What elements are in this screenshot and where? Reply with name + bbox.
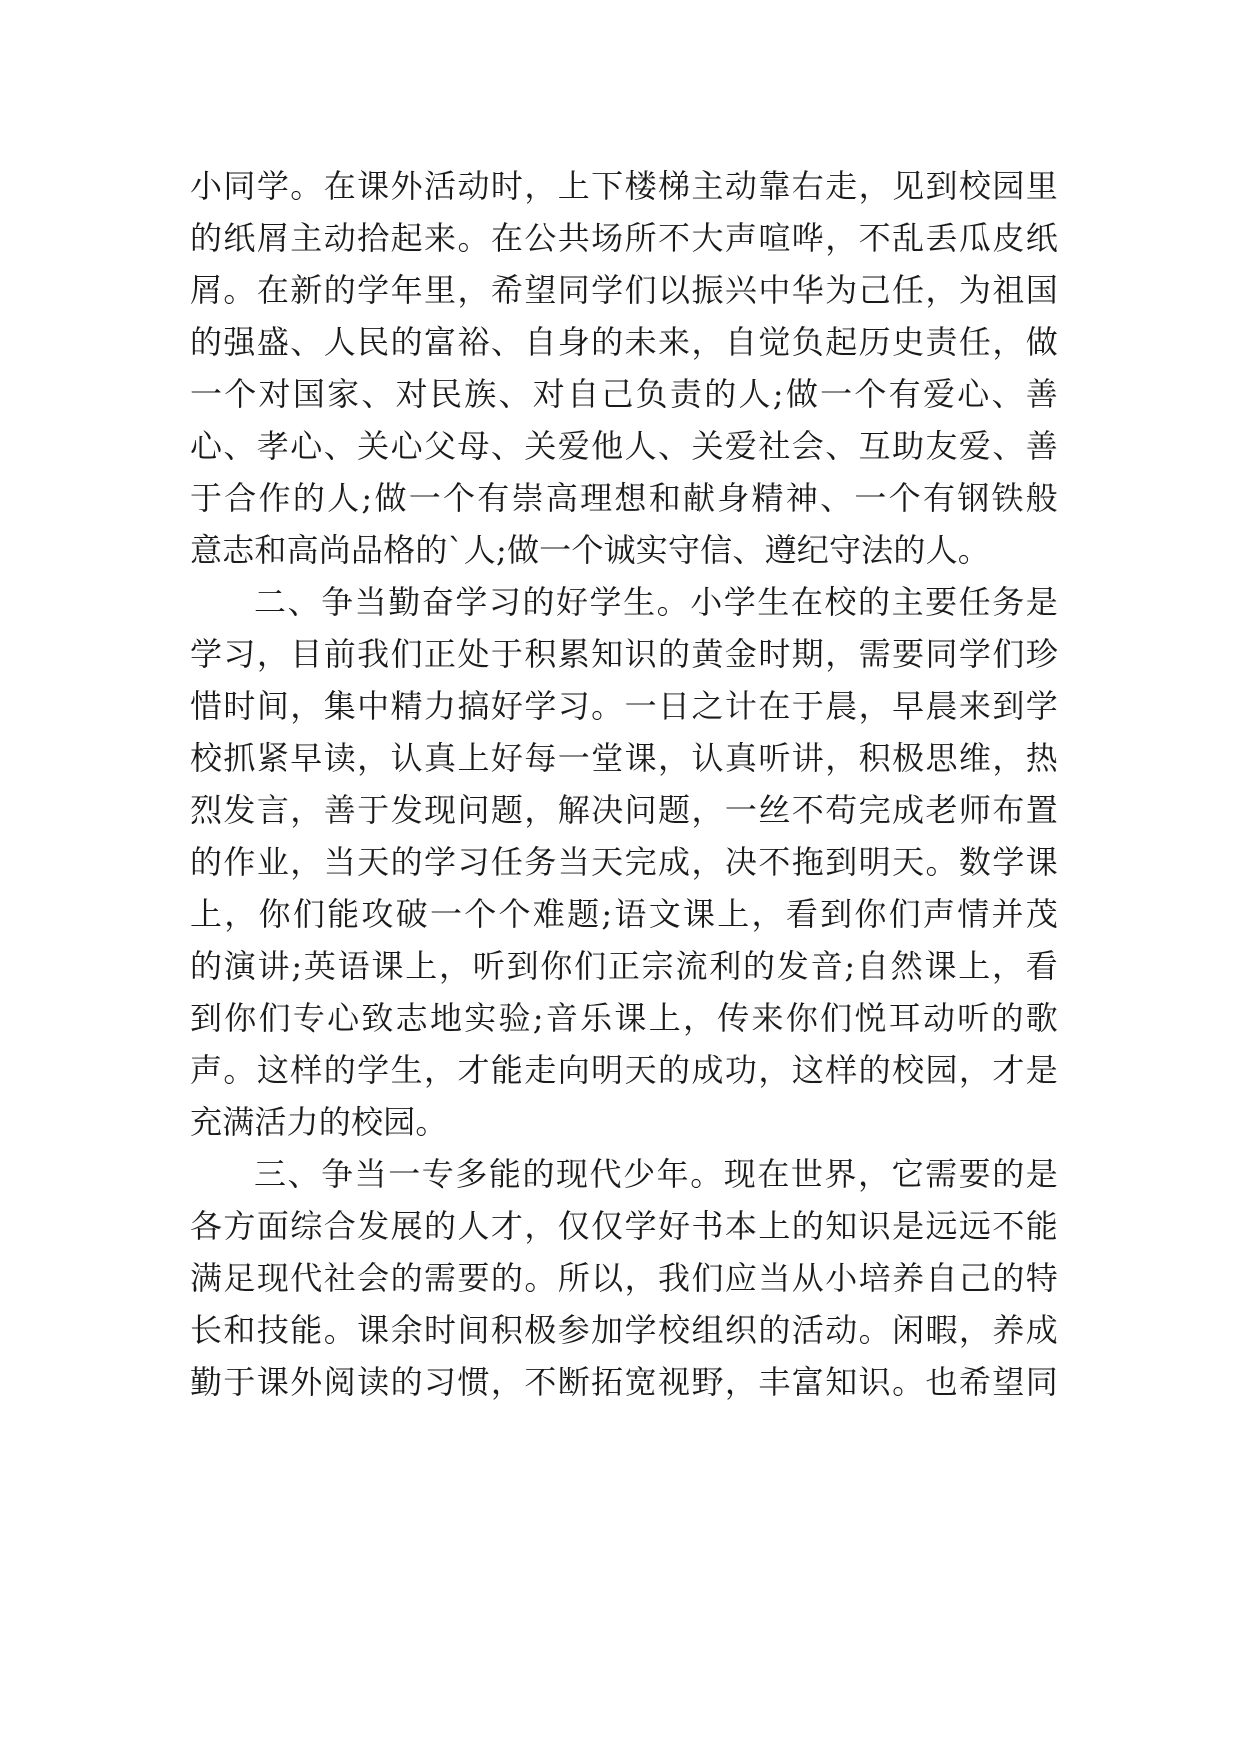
text-line: 惜时间，集中精力搞好学习。一日之计在于晨，早晨来到学 (190, 687, 1058, 725)
text-line: 充满活力的校园。 (190, 1103, 448, 1141)
text-line: 屑。在新的学年里，希望同学们以振兴中华为己任，为祖国 (190, 271, 1058, 309)
text-line: 于合作的人;做一个有崇高理想和献身精神、一个有钢铁般 (190, 479, 1058, 517)
text-line: 各方面综合发展的人才，仅仅学好书本上的知识是远远不能 (190, 1207, 1058, 1245)
paragraph-3 (190, 1148, 1058, 1408)
text-line: 上，你们能攻破一个个难题;语文课上，看到你们声情并茂 (190, 895, 1058, 933)
text-line: 的作业，当天的学习任务当天完成，决不拖到明天。数学课 (190, 843, 1058, 881)
text-line: 意志和高尚品格的`人;做一个诚实守信、遵纪守法的人。 (190, 531, 990, 569)
paragraph-1 (190, 160, 1058, 576)
text-line: 勤于课外阅读的习惯，不断拓宽视野，丰富知识。也希望同 (190, 1363, 1058, 1401)
paragraph-2 (190, 576, 1058, 1148)
text-line: 校抓紧早读，认真上好每一堂课，认真听讲，积极思维，热 (190, 739, 1058, 777)
text-line: 三、争当一专多能的现代少年。现在世界，它需要的是 (254, 1155, 1058, 1193)
text-line: 到你们专心致志地实验;音乐课上，传来你们悦耳动听的歌 (190, 999, 1058, 1037)
text-line: 满足现代社会的需要的。所以，我们应当从小培养自己的特 (190, 1259, 1058, 1297)
text-line: 声。这样的学生，才能走向明天的成功，这样的校园，才是 (190, 1051, 1058, 1089)
text-line: 心、孝心、关心父母、关爱他人、关爱社会、互助友爱、善 (190, 427, 1058, 465)
text-line: 的纸屑主动拾起来。在公共场所不大声喧哗，不乱丢瓜皮纸 (190, 219, 1058, 257)
text-line: 的演讲;英语课上，听到你们正宗流利的发音;自然课上，看 (190, 947, 1058, 985)
text-line: 烈发言，善于发现问题，解决问题，一丝不苟完成老师布置 (190, 791, 1058, 829)
text-line: 小同学。在课外活动时，上下楼梯主动靠右走，见到校园里 (190, 167, 1058, 205)
text-line: 学习，目前我们正处于积累知识的黄金时期，需要同学们珍 (190, 635, 1058, 673)
text-line: 一个对国家、对民族、对自己负责的人;做一个有爱心、善 (190, 375, 1058, 413)
document-body (190, 160, 1058, 1408)
text-line: 的强盛、人民的富裕、自身的未来，自觉负起历史责任，做 (190, 323, 1058, 361)
text-line: 二、争当勤奋学习的好学生。小学生在校的主要任务是 (254, 583, 1058, 621)
text-line: 长和技能。课余时间积极参加学校组织的活动。闲暇，养成 (190, 1311, 1058, 1349)
